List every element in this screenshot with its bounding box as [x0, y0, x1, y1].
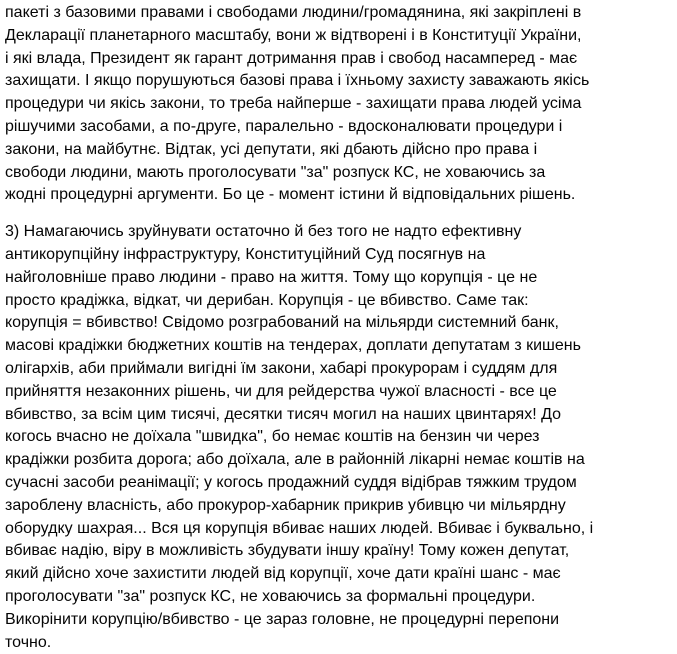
text-line: масові крадіжки бюджетних коштів на тендерах, доплати депутатам з кишень [5, 337, 581, 355]
text-line: проголосувати "за" розпуск КС, не ховаючись за формальні процедури. [5, 587, 536, 605]
post-paragraph-2 [5, 221, 677, 654]
text-line: прийняття незаконних рішень, чи для рейдерства чужої власності - все це [5, 382, 557, 400]
text-line: вбивство, за всім цим тисячі, десятки тисяч могил на наших цвинтарях! До [5, 405, 562, 423]
text-line: Викорінити корупцію/вбивство - це зараз головне, не процедурні перепони [5, 610, 560, 628]
text-line: закони, на майбутнє. Відтак, усі депутати, які дбають дійсно про права і [5, 140, 538, 158]
text-line: крадіжки розбита дорога; або доїхала, але в районній лікарні немає коштів на [5, 451, 585, 469]
text-line: жодні процедурні аргументи. Бо це - момент істини й відповідальних рішень. [5, 186, 576, 204]
text-line: процедури чи якісь закони, то треба найперше - захищати права людей усіма [5, 95, 582, 113]
text-line: корупція = вбивство! Свідомо розграбований на мільярди системний банк, [5, 314, 559, 332]
text-line: вбиває надію, віру в можливість збудувати іншу країну! Тому кожен депутат, [5, 542, 570, 560]
text-line: який дійсно хоче захистити людей від корупції, хоче дати країні шанс - має [5, 565, 561, 583]
text-line: когось вчасно не доїхала "швидка", бо немає коштів на бензин чи через [5, 428, 540, 446]
text-line: сучасні засоби реанімації; у когось продажний суддя відібрав тяжким трудом [5, 473, 577, 491]
post-paragraph-1 [5, 2, 677, 207]
text-line: 3) Намагаючись зруйнувати остаточно й без того не надто ефективну [5, 223, 522, 241]
text-line: найголовніше право людини - право на життя. Тому що корупція - це не [5, 268, 538, 286]
text-line: зароблену власність, або прокурор-хабарник прикрив убивцю чи мільярдну [5, 496, 566, 514]
text-line: точно. [5, 633, 52, 651]
text-line: свободи людини, мають проголосувати "за" розпуск КС, не ховаючись за [5, 163, 546, 181]
text-line: антикорупційну інфраструктуру, Конституційний Суд посягнув на [5, 245, 486, 263]
text-line: пакеті з базовими правами і свободами людини/громадянина, які закріплені в [5, 4, 582, 21]
text-line: оборудку шахрая... Вся ця корупція вбиває наших людей. Вбиває і буквально, і [5, 519, 594, 537]
text-line: Декларації планетарного масштабу, вони ж відтворені і в Конституції України, [5, 26, 582, 44]
text-line: просто крадіжка, відкат, чи дерибан. Корупція - це вбивство. Саме так: [5, 291, 529, 309]
paragraph-gap [5, 207, 677, 221]
text-line: олігархів, аби приймали вигідні їм закони, хабарі прокурорам і суддям для [5, 359, 558, 377]
text-line: захищати. І якщо порушуються базові права і їхньому захисту заважають якісь [5, 72, 590, 90]
text-line: рішучими засобами, а по-друге, паралельно - вдосконалювати процедури і [5, 117, 563, 135]
text-line: і які влада, Президент як гарант дотримання прав і свобод насамперед - має [5, 49, 578, 67]
